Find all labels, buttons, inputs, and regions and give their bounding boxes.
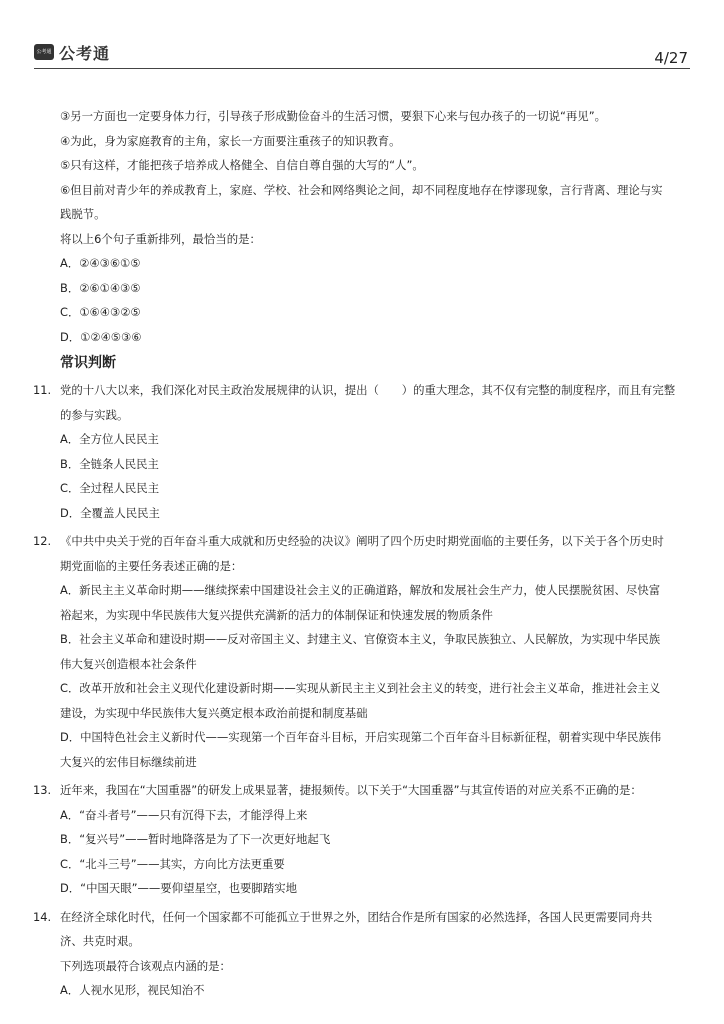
- question-11: [33, 378, 690, 525]
- text-line: ④为此，身为家庭教育的主角，家长一方面要注重孩子的知识教育。: [60, 133, 401, 148]
- section-title: 常识判断: [60, 355, 116, 371]
- question-13: [33, 778, 690, 901]
- question-text: 的参与实践。: [60, 407, 129, 422]
- option-d: D．中国特色社会主义新时代——实现第一个百年奋斗目标，开启实现第二个百年奋斗目标新征程，朝着实现中华民族伟: [60, 730, 662, 744]
- page-header: [34, 40, 690, 69]
- continued-question: [60, 104, 690, 349]
- option-c: C．①⑥④③②⑤: [60, 305, 141, 319]
- question-number: 14.: [33, 909, 52, 924]
- option-c: C．“北斗三号”——其实，方向比方法更重要: [60, 856, 285, 871]
- text-line: ⑥但目前对青少年的养成教育上，家庭、学校、社会和网络舆论之间，却不同程度地存在悖谬现象，言行背离、理论与实: [60, 182, 663, 197]
- text-line: ⑤只有这样，才能把孩子培养成人格健全、自信自尊自强的大写的“人”。: [60, 158, 424, 172]
- option-d: D．①②④⑤③⑥: [60, 329, 142, 344]
- question-text: 下列选项最符合该观点内涵的是：: [60, 958, 231, 973]
- option-b: B．全链条人民民主: [60, 456, 159, 471]
- option-c-cont: 建设，为实现中华民族伟大复兴奠定根本政治前提和制度基础: [60, 705, 368, 720]
- option-b: B．②⑥①④③⑤: [60, 280, 141, 295]
- question-text: 在经济全球化时代，任何一个国家都不可能孤立于世界之外，团结合作是所有国家的必然选择，各国人民更需要同舟共: [60, 909, 653, 924]
- option-a: A．“奋斗者号”——只有沉得下去，才能浮得上来: [60, 807, 308, 822]
- option-d: D．全覆盖人民民主: [60, 505, 160, 520]
- question-text: 期党面临的主要任务表述正确的是：: [60, 558, 243, 573]
- option-b-cont: 伟大复兴创造根本社会条件: [60, 656, 197, 671]
- option-a: A．新民主主义革命时期——继续探索中国建设社会主义的正确道路，解放和发展社会生产力，使人民摆脱贫困、尽快富: [60, 583, 661, 597]
- question-number: 11.: [33, 383, 52, 397]
- text-line: ③另一方面也一定要身体力行，引导孩子形成勤俭奋斗的生活习惯，要狠下心来与包办孩子的一切说“再见”。: [60, 109, 606, 123]
- option-d: D．“中国天眼”——要仰望星空，也要脚踏实地: [60, 881, 297, 895]
- option-a: A．人视水见形，视民知治不: [60, 983, 205, 997]
- question-text: 党的十八大以来，我们深化对民主政治发展规律的认识，提出（ ）的重大理念，其不仅有完整的制度程序，而且有完整: [60, 383, 676, 397]
- option-a: A．全方位人民民主: [60, 432, 159, 446]
- option-c: C．改革开放和社会主义现代化建设新时期——实现从新民主主义到社会主义的转变，进行社会主义革命，推进社会主义: [60, 681, 661, 695]
- question-text: 近年来，我国在“大国重器”的研发上成果显著，捷报频传。以下关于“大国重器”与其宣传语的对应关系不正确的是：: [60, 783, 642, 797]
- text-line: 将以上6个句子重新排列，最恰当的是：: [60, 231, 261, 246]
- option-b: B．社会主义革命和建设时期——反对帝国主义、封建主义、官僚资本主义，争取民族独立、人民解放，为实现中华民族: [60, 632, 661, 646]
- question-number: 13.: [33, 783, 52, 797]
- option-a: A．②④③⑥①⑤: [60, 256, 141, 270]
- option-b: B．“复兴号”——暂时地降落是为了下一次更好地起飞: [60, 832, 331, 846]
- text-line: 践脱节。: [60, 207, 106, 221]
- question-12: [33, 529, 690, 774]
- question-text: 济、共克时艰。: [60, 934, 140, 948]
- question-number: 12.: [33, 534, 52, 548]
- option-c: C．全过程人民民主: [60, 481, 160, 495]
- question-14: [33, 905, 690, 1003]
- document-content: [33, 104, 690, 1003]
- option-d-cont: 大复兴的宏伟目标继续前进: [60, 754, 197, 769]
- question-text: 《中共中央关于党的百年奋斗重大成就和历史经验的决议》阐明了四个历史时期党面临的主要任务，以下关于各个历史时: [60, 534, 664, 548]
- logo-badge-icon: 公考通: [34, 44, 54, 60]
- page-number: 4/27: [654, 49, 688, 67]
- option-a-cont: 裕起来，为实现中华民族伟大复兴提供充满新的活力的体制保证和快速发展的物质条件: [60, 607, 493, 622]
- logo-text: 公考通: [59, 44, 111, 63]
